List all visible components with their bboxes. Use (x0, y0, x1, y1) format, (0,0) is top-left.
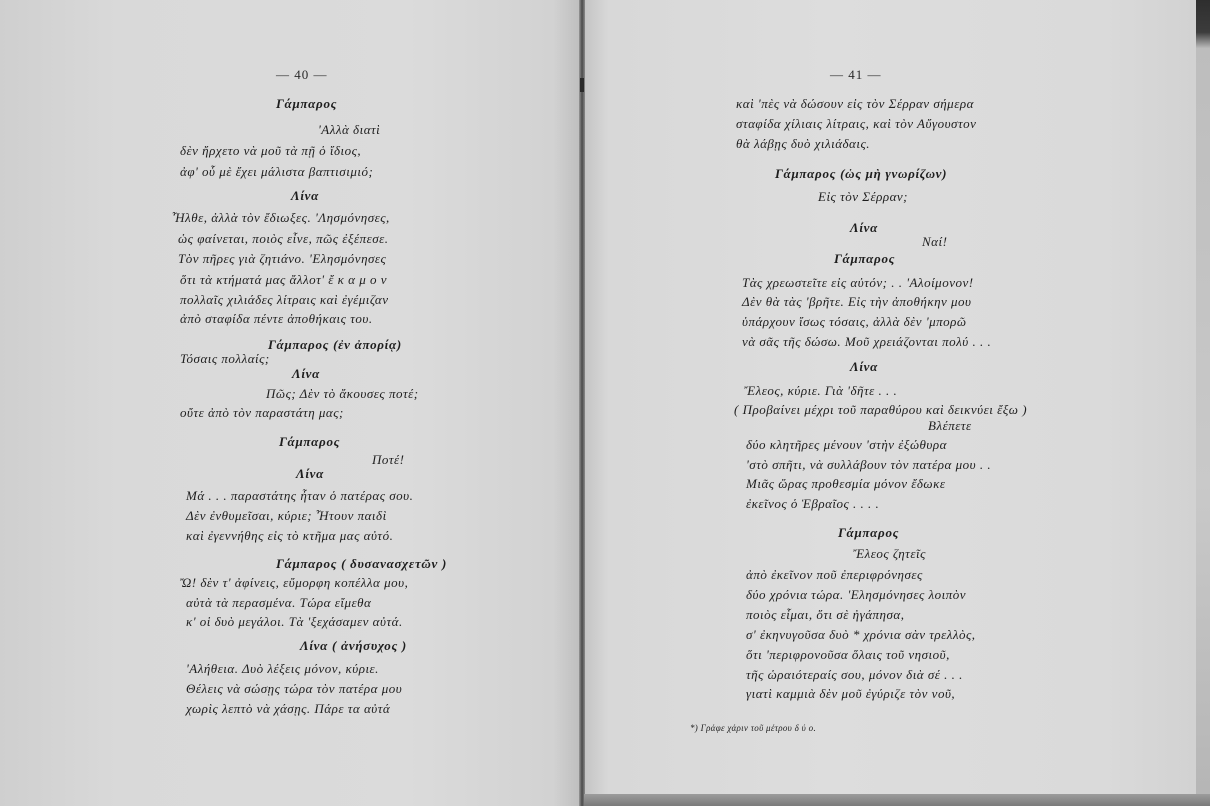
verse-line: χωρὶς λεπτὸ νὰ χάσῃς. Πάρε τα αὐτά (186, 701, 391, 716)
verse-line: δὲν ἤρχετο νὰ μοῦ τὰ πῇ ὁ ἴδιος, (180, 143, 362, 158)
verse-line: Ἦλθε, ἀλλὰ τὸν ἔδιωξες. 'Λησμόνησες, (172, 210, 390, 225)
verse-line: πολλαῖς χιλιάδες λίτραις καὶ ἐγέμιζαν (180, 292, 389, 307)
speaker-name: Λίνα (850, 220, 879, 235)
speaker-name: Λίνα ( ἀνήσυχος ) (300, 638, 407, 653)
book-edge (1196, 0, 1210, 806)
verse-line: Δὲν θὰ τὰς 'βρῆτε. Εἰς τὴν ἀποθήκην μου (742, 294, 972, 309)
speaker-name: Λίνα (296, 466, 325, 481)
verse-line: Ἔλεος ζητεῖς (853, 546, 926, 561)
book-gutter (579, 0, 585, 806)
verse-line: 'στὸ σπῆτι, νὰ συλλάβουν τὸν πατέρα μου . . (746, 457, 992, 472)
verse-line: ἐκεῖνος ὁ Ἑβραῖος . . . . (746, 496, 880, 511)
verse-line: Θέλεις νὰ σώσῃς τώρα τὸν πατέρα μου (186, 681, 403, 696)
verse-line: 'Αλήθεια. Δυὸ λέξεις μόνον, κύριε. (186, 661, 379, 676)
verse-line: δύο χρόνια τώρα. 'Ελησμόνησες λοιπὸν (746, 587, 967, 602)
verse-line: Τὸν πῆρες γιὰ ζητιάνο. 'Ελησμόνησες (178, 251, 387, 266)
verse-line: σ' ἐκηνυγοῦσα δυὸ * χρόνια σὰν τρελλὸς, (746, 627, 976, 642)
verse-line: κ' οἱ δυὸ μεγάλοι. Τὰ 'ξεχάσαμεν αὐτά. (186, 614, 403, 629)
speaker-name: Γάμπαρος (834, 251, 896, 266)
verse-line: καὶ ἐγεννήθης εἰς τὸ κτῆμα μας αὐτό. (186, 528, 394, 543)
verse-line: Ποτέ! (372, 452, 405, 467)
verse-line: δύο κλητῆρες μένουν 'στὴν ἐξώθυρα (746, 437, 947, 452)
footnote: *) Γράφε χάριν τοῦ μέτρου δ ύ ο. (690, 723, 816, 733)
verse-line: καὶ 'πὲς νὰ δώσουν εἰς τὸν Σέρραν σήμερα (736, 96, 974, 111)
verse-line: θὰ λάβῃς δυὸ χιλιάδαις. (736, 136, 871, 151)
verse-line: Εἰς τὸν Σέρραν; (818, 189, 909, 204)
verse-line: Τόσαις πολλαίς; (180, 351, 270, 366)
binding-thread (580, 78, 584, 92)
verse-line: αὐτὰ τὰ περασμένα. Τώρα εἴμεθα (186, 595, 372, 610)
stage-direction: ( Προβαίνει μέχρι τοῦ παραθύρου καὶ δεικνύει ἔξω ) (734, 402, 1028, 417)
verse-line: ἀφ' οὗ μὲ ἔχει μάλιστα βαπτισιμιό; (180, 164, 374, 179)
verse-line: Πῶς; Δὲν τὸ ἄκουσες ποτέ; (266, 386, 419, 401)
speaker-name: Γάμπαρος (ὡς μὴ γνωρίζων) (775, 166, 948, 181)
verse-line: Μιᾶς ὥρας προθεσμία μόνον ἔδωκε (746, 476, 946, 491)
page-bottom-edge (584, 794, 1210, 806)
page-number: — 41 — (830, 67, 882, 82)
verse-line: γιατὶ καμμιὰ δὲν μοῦ ἐγύριζε τὸν νοῦ, (746, 686, 956, 701)
speaker-name: Γάμπαρος (ἐν ἀπορίᾳ) (268, 337, 402, 352)
verse-line: ἀπὸ ἐκεῖνον ποῦ ἐπεριφρόνησες (746, 567, 923, 582)
speaker-name: Λίνα (292, 366, 321, 381)
verse-line: Ὤ! δὲν τ' ἀφίνεις, εὔμορφη κοπέλλα μου, (180, 575, 409, 590)
verse-line: Τὰς χρεωστεῖτε εἰς αὐτόν; . . 'Αλοίμονον! (742, 275, 974, 290)
verse-line: τῆς ὡραιότεραίς σου, μόνον διὰ σέ . . . (746, 667, 963, 682)
verse-line: Ἔλεος, κύριε. Γιὰ 'δῆτε . . . (744, 383, 898, 398)
speaker-name: Λίνα (850, 359, 879, 374)
page-number: — 40 — (276, 67, 328, 82)
verse-line: ὡς φαίνεται, ποιὸς εἶνε, πῶς ἐξέπεσε. (178, 231, 389, 246)
verse-line: ὑπάρχουν ἴσως τόσαις, ἀλλὰ δὲν 'μπορῶ (742, 314, 967, 329)
verse-line: ὅτι 'περιφρονοῦσα ὅλαις τοῦ νησιοῦ, (746, 647, 950, 662)
verse-line: σταφίδα χίλιαις λίτραις, καὶ τὸν Αὔγουστον (736, 116, 977, 131)
speaker-name: Γάμπαρος (279, 434, 341, 449)
verse-line: ἀπὸ σταφίδα πέντε ἀποθήκαις του. (180, 311, 373, 326)
speaker-name: Γάμπαρος ( δυσανασχετῶν ) (276, 556, 447, 571)
speaker-name: Λίνα (291, 188, 320, 203)
verse-line: νὰ σᾶς τῆς δώσω. Μοῦ χρειάζονται πολύ . . . (742, 334, 992, 349)
verse-line: ποιὸς εἶμαι, ὅτι σὲ ἠγάπησα, (746, 607, 905, 622)
verse-line: οὔτε ἀπὸ τὸν παραστάτη μας; (180, 405, 344, 420)
verse-line: Μά . . . παραστάτης ἦταν ὁ πατέρας σου. (186, 488, 414, 503)
verse-line: 'Αλλὰ διατὶ (318, 122, 381, 137)
verse-line: Ναί! (922, 234, 948, 249)
speaker-name: Γάμπαρος (838, 525, 900, 540)
verse-line: Δὲν ἐνθυμεῖσαι, κύριε; Ἦτουν παιδὶ (186, 508, 387, 523)
verse-line: Βλέπετε (928, 418, 972, 433)
verse-line: ὅτι τὰ κτήματά μας ἄλλοτ' ἔ κ α μ ο ν (180, 272, 388, 287)
speaker-name: Γάμπαρος (276, 96, 338, 111)
